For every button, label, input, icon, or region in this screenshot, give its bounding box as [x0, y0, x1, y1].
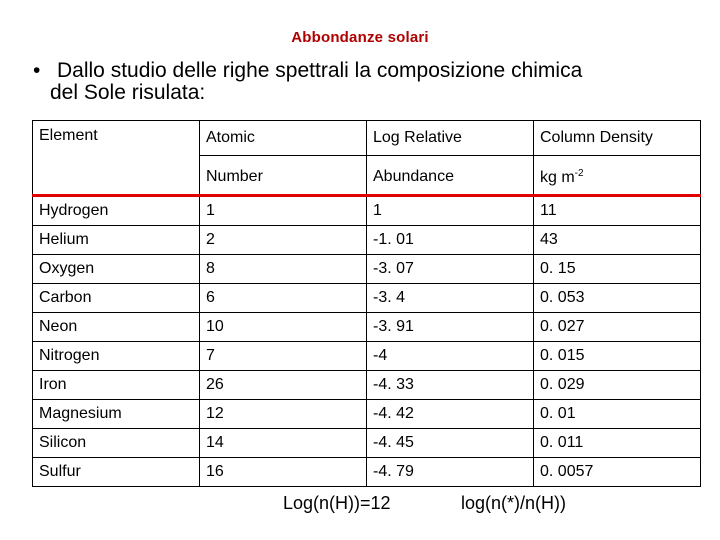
cell-log-abundance: -1. 01 [367, 226, 534, 255]
cell-atomic-number: 2 [200, 226, 367, 255]
cell-element: Hydrogen [33, 196, 200, 226]
cell-log-abundance: -3. 91 [367, 313, 534, 342]
cell-column-density: 0. 011 [534, 429, 701, 458]
cell-log-abundance: -4 [367, 342, 534, 371]
table-row [33, 196, 701, 226]
cell-element: Neon [33, 313, 200, 342]
cell-element: Helium [33, 226, 200, 255]
header-unit-base: kg m [540, 168, 575, 186]
cell-column-density: 0. 015 [534, 342, 701, 371]
cell-column-density: 0. 029 [534, 371, 701, 400]
header-abundance: Abundance [367, 156, 534, 196]
cell-atomic-number: 12 [200, 400, 367, 429]
table-row [33, 226, 701, 255]
cell-column-density: 0. 01 [534, 400, 701, 429]
table-header-row [33, 121, 701, 156]
table-row [33, 342, 701, 371]
cell-atomic-number: 26 [200, 371, 367, 400]
cell-column-density: 43 [534, 226, 701, 255]
cell-log-abundance: -4. 42 [367, 400, 534, 429]
solar-abundance-table [32, 120, 701, 487]
cell-element: Oxygen [33, 255, 200, 284]
cell-element: Iron [33, 371, 200, 400]
cell-column-density: 0. 0057 [534, 458, 701, 487]
note-hydrogen-reference: Log(n(H))=12 [283, 493, 391, 513]
cell-element: Nitrogen [33, 342, 200, 371]
header-column-density: Column Density [534, 121, 701, 156]
cell-atomic-number: 16 [200, 458, 367, 487]
cell-log-abundance: -3. 4 [367, 284, 534, 313]
cell-atomic-number: 10 [200, 313, 367, 342]
table-row [33, 371, 701, 400]
cell-column-density: 11 [534, 196, 701, 226]
cell-element: Carbon [33, 284, 200, 313]
cell-atomic-number: 8 [200, 255, 367, 284]
cell-log-abundance: -4. 79 [367, 458, 534, 487]
cell-atomic-number: 6 [200, 284, 367, 313]
cell-column-density: 0. 053 [534, 284, 701, 313]
table-row [33, 284, 701, 313]
table-row [33, 255, 701, 284]
header-unit [534, 156, 701, 196]
slide-title: Abbondanze solari [291, 29, 429, 46]
header-element: Element [33, 121, 200, 196]
header-log-relative: Log Relative [367, 121, 534, 156]
bullet-dot-icon: • [33, 59, 41, 82]
cell-log-abundance: 1 [367, 196, 534, 226]
cell-column-density: 0. 027 [534, 313, 701, 342]
bullet-line-2: del Sole risulata: [50, 81, 206, 104]
header-number: Number [200, 156, 367, 196]
table-row [33, 400, 701, 429]
bullet-text [33, 60, 693, 104]
note-log-ratio: log(n(*)/n(H)) [461, 493, 567, 513]
cell-atomic-number: 1 [200, 196, 367, 226]
cell-atomic-number: 7 [200, 342, 367, 371]
bullet-line-1: Dallo studio delle righe spettrali la composizione chimica [57, 59, 583, 82]
table-row [33, 458, 701, 487]
cell-log-abundance: -3. 07 [367, 255, 534, 284]
table-row [33, 429, 701, 458]
header-atomic: Atomic [200, 121, 367, 156]
table-row [33, 313, 701, 342]
cell-atomic-number: 14 [200, 429, 367, 458]
cell-log-abundance: -4. 33 [367, 371, 534, 400]
header-unit-exponent: -2 [574, 167, 584, 179]
cell-log-abundance: -4. 45 [367, 429, 534, 458]
cell-column-density: 0. 15 [534, 255, 701, 284]
cell-element: Silicon [33, 429, 200, 458]
cell-element: Sulfur [33, 458, 200, 487]
cell-element: Magnesium [33, 400, 200, 429]
